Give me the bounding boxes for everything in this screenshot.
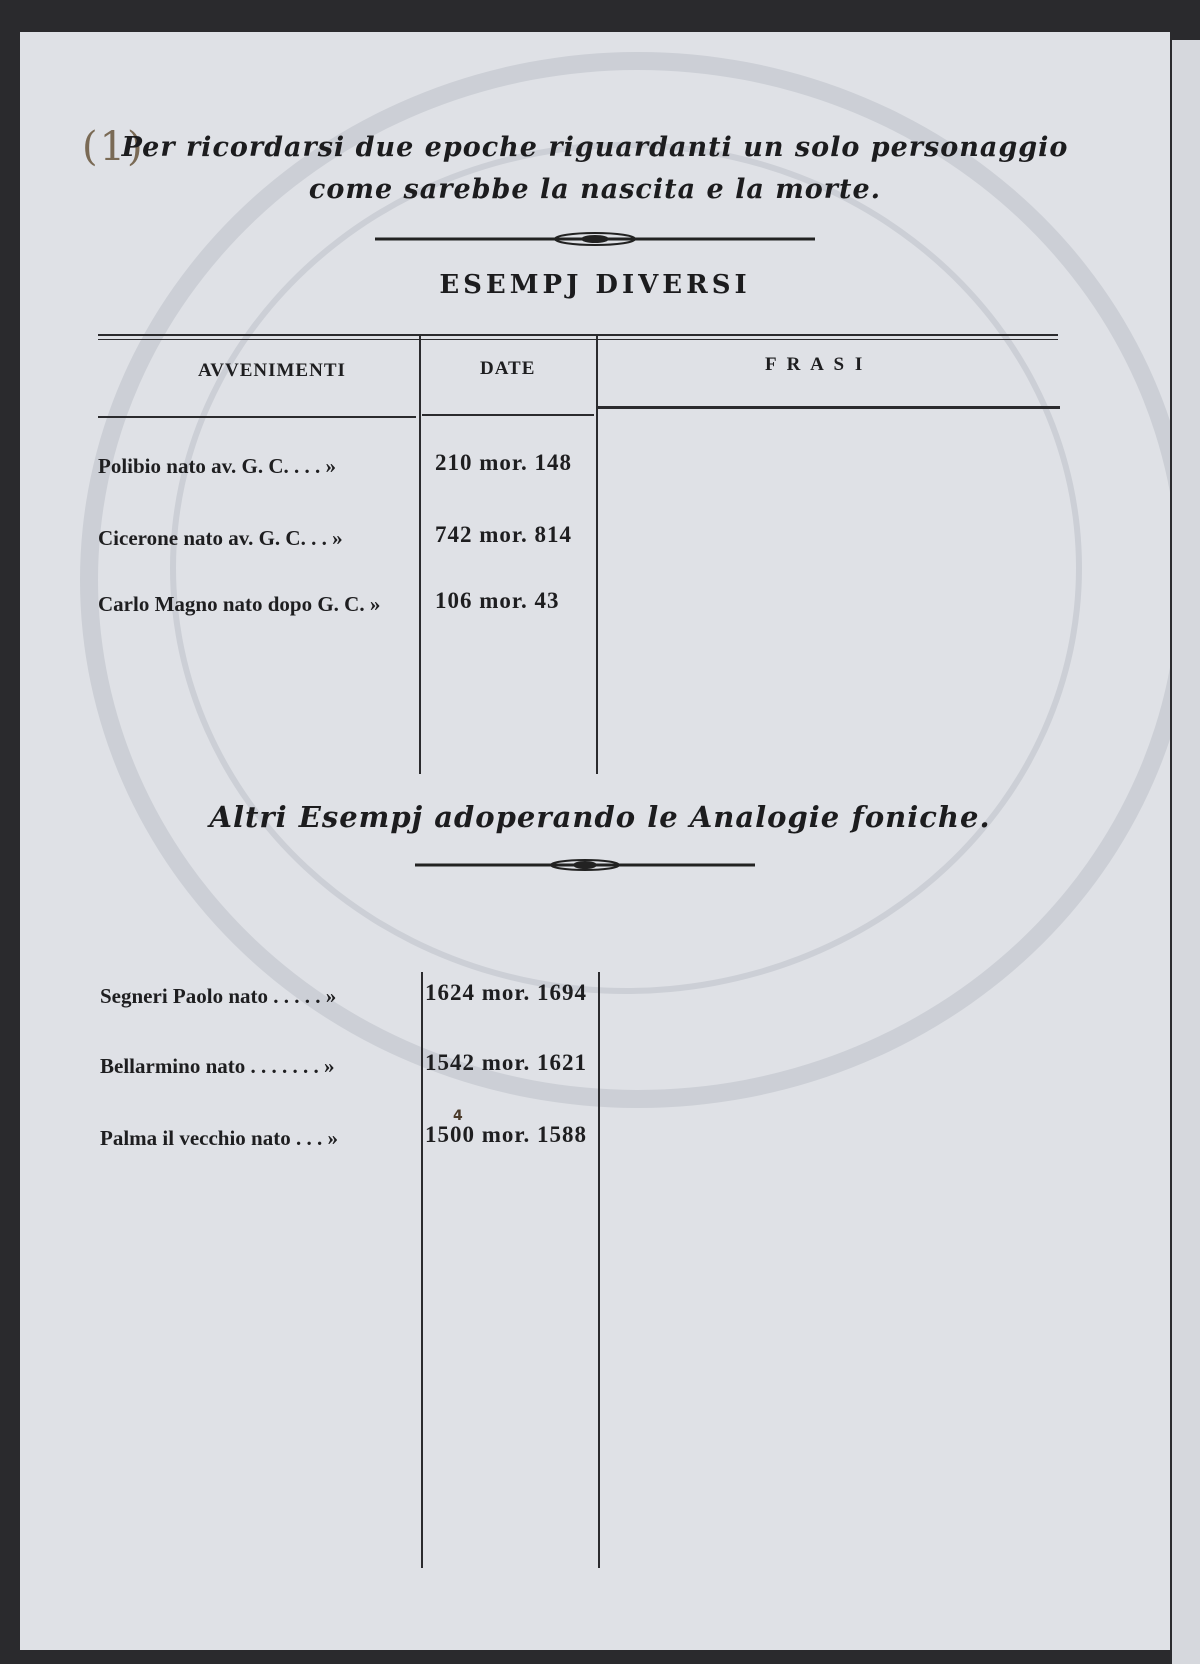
row5-date: 1542 mor. 1621 (425, 1050, 588, 1075)
row1-event: Polibio nato av. G. C. . . . » (98, 454, 337, 478)
row5-event: Bellarmino nato . . . . . . . » (100, 1054, 335, 1078)
row3-event: Carlo Magno nato dopo G. C. » (98, 592, 381, 616)
table1-divider-1 (419, 336, 421, 774)
table1-top-rule-thin (98, 339, 1058, 340)
ornament-divider-2 (415, 855, 755, 875)
row3-date: 106 mor. 43 (435, 588, 560, 613)
row4-date: 1624 mor. 1694 (425, 980, 588, 1005)
document-page (20, 32, 1170, 1650)
table1-top-rule (98, 334, 1058, 336)
handwritten-correction: 4 (453, 1108, 463, 1124)
table1-header-rule-phrases (598, 406, 1060, 409)
table1-header-rule-events (98, 416, 416, 418)
row2-date: 742 mor. 814 (435, 522, 573, 547)
header-frasi: F R A S I (765, 354, 866, 375)
sheet-mark: (1) (82, 124, 145, 170)
row2-event: Cicerone nato av. G. C. . . » (98, 526, 343, 550)
section2-heading: Altri Esempj adoperando le Analogie foniche. (209, 800, 991, 834)
table1-header-rule-dates (422, 414, 594, 416)
ornament-divider-1 (375, 228, 815, 250)
row4-event: Segneri Paolo nato . . . . . » (100, 984, 337, 1008)
title-line-1: Per ricordarsi due epoche riguardanti un solo personaggio (121, 132, 1069, 163)
adjacent-page-edge (1172, 40, 1200, 1664)
title-line-2: come sarebbe la nascita e la morte. (308, 174, 882, 205)
row6-date: 1500 mor. 1588 (425, 1122, 588, 1147)
table2-divider-1 (421, 972, 423, 1568)
header-date: DATE (480, 358, 536, 379)
header-avvenimenti: AVVENIMENTI (198, 360, 346, 381)
table2-divider-2 (598, 972, 600, 1568)
row6-event: Palma il vecchio nato . . . » (100, 1126, 338, 1150)
section1-heading: ESEMPJ DIVERSI (439, 270, 751, 300)
row1-date: 210 mor. 148 (435, 450, 573, 475)
table1-divider-2 (596, 336, 598, 774)
